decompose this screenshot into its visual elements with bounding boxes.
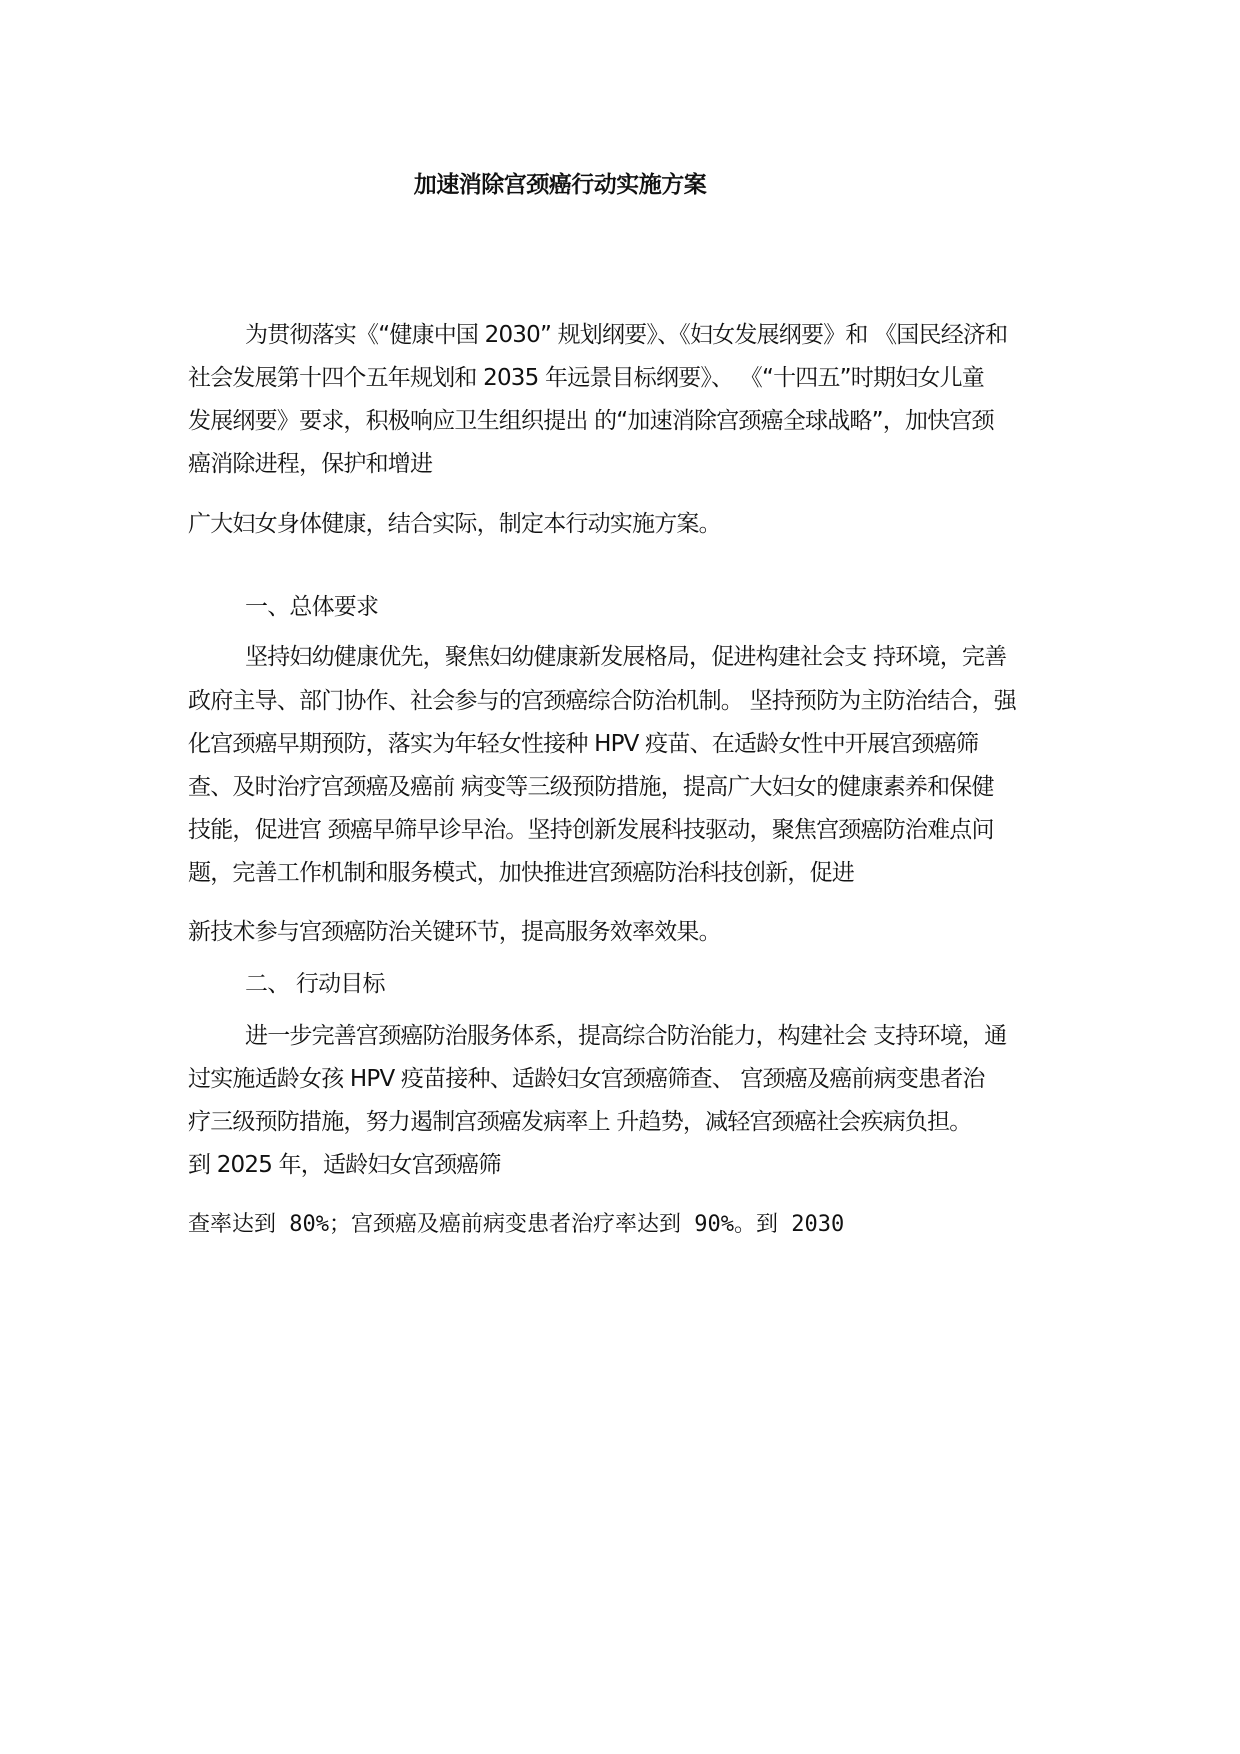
section-2-heading: 二、 行动目标 [245,971,385,997]
section-1-line-1: 坚持妇幼健康优先，聚焦妇幼健康新发展格局，促进构建社会支 持环境，完善 [245,644,1007,670]
intro-line-5: 广大妇女身体健康，结合实际，制定本行动实施方案。 [188,511,721,537]
section-2-line-5: 查率达到 80%；宫颈癌及癌前病变患者治疗率达到 90%。到 2030 [188,1212,845,1237]
section-1-line-7: 新技术参与宫颈癌防治关键环节，提高服务效率效果。 [188,919,721,945]
section-2-line-1: 进一步完善宫颈癌防治服务体系，提高综合防治能力，构建社会 支持环境，通 [245,1023,1007,1049]
section-2-line-4: 到 2025 年，适龄妇女宫颈癌筛 [188,1152,501,1178]
intro-line-2: 社会发展第十四个五年规划和 2035 年远景目标纲要》、 《“十四五”时期妇女儿童 [188,365,984,391]
section-1-line-3: 化宫颈癌早期预防，落实为年轻女性接种 HPV 疫苗、在适龄女性中开展宫颈癌筛 [188,731,979,757]
section-1-line-6: 题，完善工作机制和服务模式，加快推进宫颈癌防治科技创新，促进 [188,860,855,886]
intro-line-1: 为贯彻落实《“健康中国 2030” 规划纲要》、《妇女发展纲要》和 《国民经济和 [245,322,1008,348]
intro-line-3: 发展纲要》要求，积极响应卫生组织提出 的“加速消除宫颈癌全球战略”，加快宫颈 [188,408,994,434]
section-1-heading: 一、总体要求 [245,594,379,620]
section-1-line-5: 技能，促进宫 颈癌早筛早诊早治。坚持创新发展科技驱动，聚焦宫颈癌防治难点问 [188,817,994,843]
section-1-line-2: 政府主导、部门协作、社会参与的宫颈癌综合防治机制。 坚持预防为主防治结合，强 [188,688,1016,714]
section-1-line-4: 查、及时治疗宫颈癌及癌前 病变等三级预防措施，提高广大妇女的健康素养和保健 [188,774,994,800]
page-title: 加速消除宫颈癌行动实施方案 [413,172,707,198]
intro-line-4: 癌消除进程，保护和增进 [188,451,433,477]
section-2-line-3: 疗三级预防措施，努力遏制宫颈癌发病率上 升趋势，减轻宫颈癌社会疾病负担。 [188,1109,972,1135]
section-2-line-2: 过实施适龄女孩 HPV 疫苗接种、适龄妇女宫颈癌筛查、 宫颈癌及癌前病变患者治 [188,1066,985,1092]
